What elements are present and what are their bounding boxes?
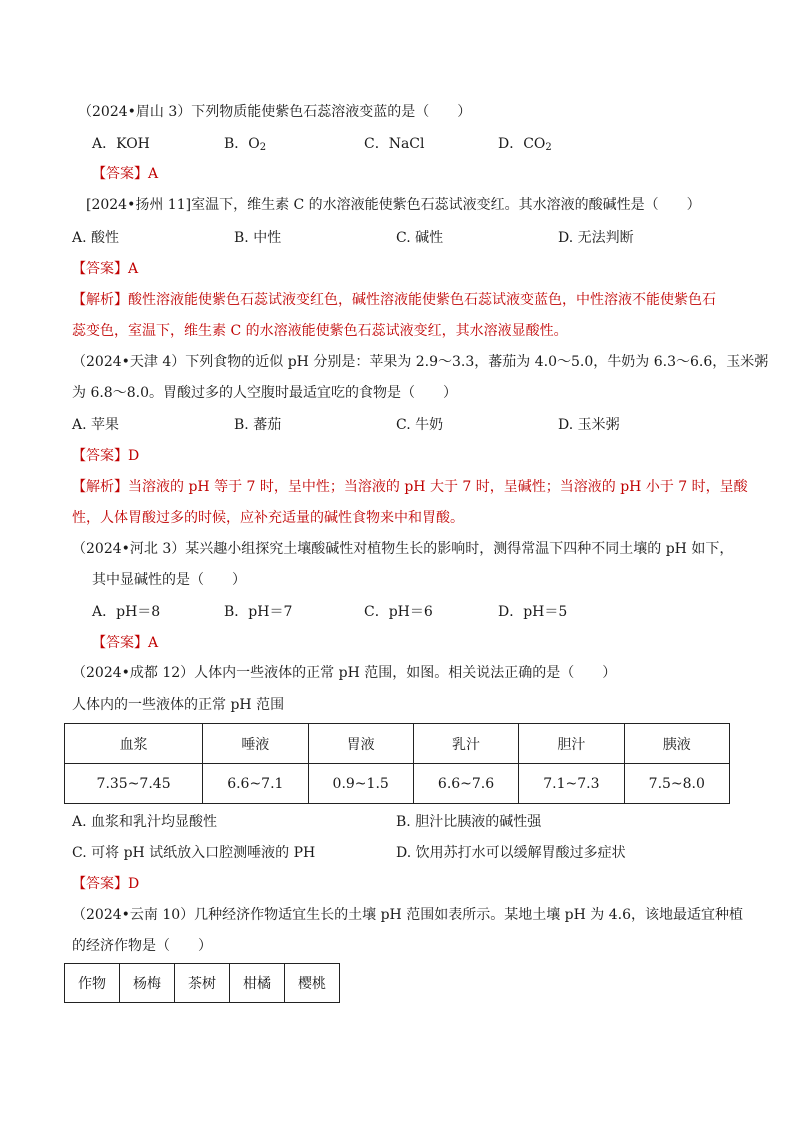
q5-option-c: C. 可将 pH 试纸放入口腔测唾液的 PH — [72, 845, 316, 861]
q1-option-b: B．$O_2$ — [224, 136, 267, 153]
table-cell: 7.5~8.0 — [624, 764, 729, 804]
q3-analysis-line1: 【解析】当溶液的 pH 等于 7 时，呈中性；当溶液的 pH 大于 7 时，呈碱性；当溶液的 pH 小于 7 时，呈酸 — [72, 479, 748, 495]
table-header-cell: 胃液 — [308, 724, 413, 764]
q5-option-d: D. 饮用苏打水可以缓解胃酸过多症状 — [396, 845, 626, 861]
table-header-cell: 乳汁 — [413, 724, 518, 764]
q2-option-c: C. 碱性 — [396, 230, 444, 246]
q3-option-c: C. 牛奶 — [396, 417, 444, 433]
table-row — [65, 964, 340, 1003]
q4-option-b: B．pH＝7 — [224, 604, 293, 620]
q5-stem: （2024•成都 12）人体内一些液体的正常 pH 范围，如图。相关说法正确的是（ ） — [72, 665, 617, 681]
table-cell: 6.6~7.6 — [413, 764, 518, 804]
q5-option-a: A. 血浆和乳汁均显酸性 — [72, 814, 218, 830]
q1-option-a: A．KOH — [92, 136, 150, 152]
q4-stem-line1: （2024•河北 3）某兴趣小组探究土壤酸碱性对植物生长的影响时，测得常温下四种不同土壤的 pH 如下， — [72, 541, 734, 557]
q3-analysis-line2: 性，人体胃酸过多的时候，应补充适量的碱性食物来中和胃酸。 — [72, 510, 464, 526]
table-cell: 0.9~1.5 — [308, 764, 413, 804]
q3-option-b: B. 蕃茄 — [234, 417, 282, 433]
q4-stem-line2: 其中显碱性的是（ ） — [92, 572, 246, 588]
table-cell: 作物 — [65, 964, 120, 1003]
table-header-cell: 胆汁 — [519, 724, 624, 764]
q6-stem-line2: 的经济作物是（ ） — [72, 938, 212, 954]
table-header-cell: 血浆 — [65, 724, 203, 764]
table-header-cell: 胰液 — [624, 724, 729, 764]
q1-stem: （2024•眉山 3）下列物质能使紫色石蕊溶液变蓝的是（ ） — [78, 104, 472, 120]
table-cell: 7.1~7.3 — [519, 764, 624, 804]
q3-option-a: A. 苹果 — [72, 417, 120, 433]
q4-answer: 【答案】A — [92, 635, 159, 651]
q5-option-b: B. 胆汁比胰液的碱性强 — [396, 814, 542, 830]
table-header-cell: 唾液 — [203, 724, 308, 764]
q5-table-title: 人体内的一些液体的正常 pH 范围 — [72, 697, 285, 713]
q3-option-d: D. 玉米粥 — [558, 417, 620, 433]
q4-option-a: A．pH＝8 — [92, 604, 161, 620]
q4-option-c: C．pH＝6 — [364, 604, 433, 620]
q1-option-c: C．NaCl — [364, 136, 425, 152]
crop-ph-table — [64, 963, 340, 1003]
q2-analysis-line2: 蕊变色，室温下，维生素 C 的水溶液能使紫色石蕊试液变红，其水溶液显酸性。 — [72, 323, 568, 339]
table-row — [65, 724, 730, 764]
table-cell: 杨梅 — [120, 964, 175, 1003]
q2-option-d: D. 无法判断 — [558, 230, 634, 246]
table-cell: 7.35~7.45 — [65, 764, 203, 804]
table-cell: 6.6~7.1 — [203, 764, 308, 804]
q2-option-b: B. 中性 — [234, 230, 282, 246]
q2-answer: 【答案】A — [72, 261, 139, 277]
q2-analysis-line1: 【解析】酸性溶液能使紫色石蕊试液变红色，碱性溶液能使紫色石蕊试液变蓝色，中性溶液不能使紫色石 — [72, 292, 716, 308]
table-cell: 樱桃 — [285, 964, 340, 1003]
table-cell: 柑橘 — [230, 964, 285, 1003]
q6-stem-line1: （2024•云南 10）几种经济作物适宜生长的土壤 pH 范围如表所示。某地土壤 pH 为 4.6，该地最适宜种植 — [72, 907, 744, 923]
q1-answer: 【答案】A — [92, 166, 159, 182]
table-row — [65, 764, 730, 804]
table-cell: 茶树 — [175, 964, 230, 1003]
q5-answer: 【答案】D — [72, 876, 140, 892]
q3-answer: 【答案】D — [72, 448, 140, 464]
q4-option-d: D．pH＝5 — [498, 604, 568, 620]
q2-stem: [2024•扬州 11]室温下，维生素 C 的水溶液能使紫色石蕊试液变红。其水溶液的酸碱性是（ ） — [86, 197, 701, 213]
q2-option-a: A. 酸性 — [72, 230, 120, 246]
q3-stem-line1: （2024•天津 4）下列食物的近似 pH 分别是：苹果为 2.9～3.3，蕃茄为 4.0～5.0，牛奶为 6.3～6.6，玉米粥 — [72, 354, 769, 370]
q1-option-d: D．$CO_2$ — [498, 136, 552, 153]
q3-stem-line2: 为 6.8～8.0。胃酸过多的人空腹时最适宜吃的食物是（ ） — [72, 385, 457, 401]
ph-range-table — [64, 723, 730, 804]
